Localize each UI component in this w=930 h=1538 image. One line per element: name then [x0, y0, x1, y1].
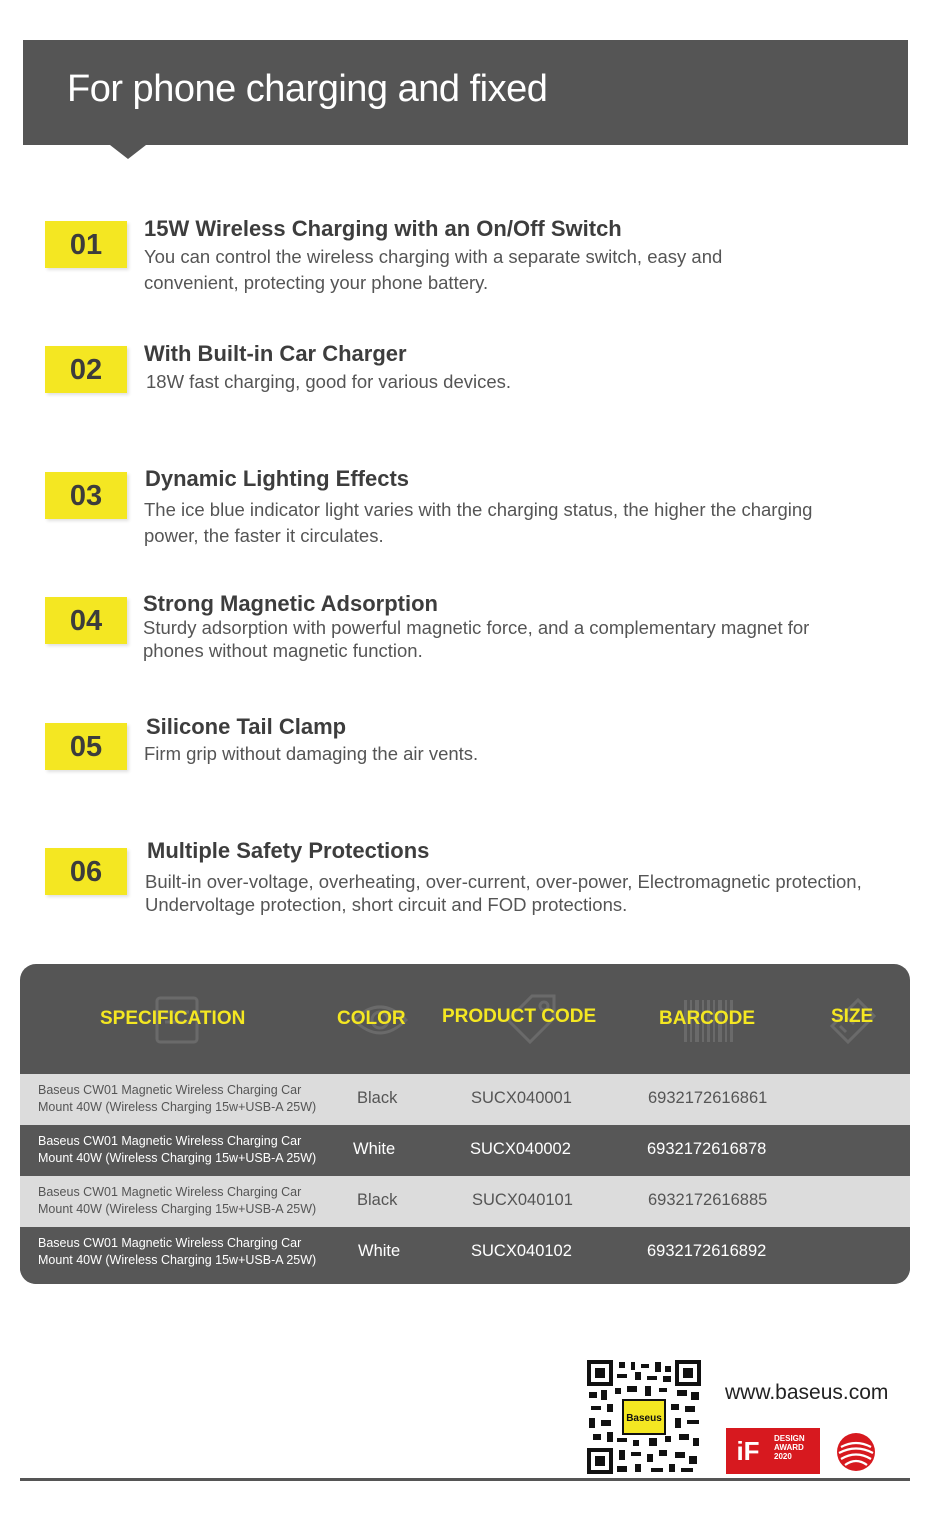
feature-number-badge: 05: [45, 723, 127, 770]
cell-product-code: SUCX040001: [471, 1089, 572, 1107]
table-header: [20, 964, 910, 1074]
spec-table: [20, 964, 910, 1284]
spec-line-1: Baseus CW01 Magnetic Wireless Charging Car: [38, 1236, 302, 1250]
if-award-text: DESIGN AWARD 2020: [774, 1434, 805, 1461]
cell-barcode: 6932172616892: [647, 1242, 767, 1260]
cell-product-code: SUCX040002: [470, 1140, 571, 1158]
feature-description: Sturdy adsorption with powerful magnetic force, and a complementary magnet for phones without magnetic function.: [143, 617, 810, 661]
cell-barcode: 6932172616878: [647, 1140, 767, 1158]
cell-spec: [38, 1184, 316, 1218]
cell-barcode: 6932172616861: [648, 1089, 768, 1107]
qr-code[interactable]: [587, 1360, 701, 1474]
feature-description: Firm grip without damaging the air vents.: [144, 743, 479, 764]
page-title: For phone charging and fixed: [67, 68, 548, 110]
table-row: [20, 1125, 910, 1176]
header-barcode: BARCODE: [659, 1008, 756, 1029]
table-row: [20, 1074, 910, 1125]
cell-color: Black: [357, 1191, 398, 1209]
feature-title: Multiple Safety Protections: [147, 838, 430, 863]
spec-line-2: Mount 40W (Wireless Charging 15w+USB-A 25W): [38, 1151, 317, 1165]
cell-spec: [38, 1235, 316, 1269]
feature-title: Silicone Tail Clamp: [146, 714, 347, 739]
feature-number-badge: 01: [45, 221, 127, 268]
table-row: [20, 1227, 910, 1284]
feature-number-badge: 06: [45, 848, 127, 895]
website-link[interactable]: www.baseus.com: [725, 1381, 889, 1404]
feature-title: Dynamic Lighting Effects: [145, 466, 410, 491]
cell-color: Black: [357, 1089, 398, 1107]
feature-number-badge: 03: [45, 472, 127, 519]
qr-brand-label: Baseus: [626, 1413, 662, 1424]
spec-line-2: Mount 40W (Wireless Charging 15w+USB-A 25W): [38, 1100, 317, 1114]
header-product-code: PRODUCT CODE: [442, 1006, 597, 1027]
spec-line-2: Mount 40W (Wireless Charging 15w+USB-A 25W): [38, 1253, 317, 1267]
cell-product-code: SUCX040102: [471, 1242, 572, 1260]
if-mark: iF: [736, 1436, 760, 1466]
feature-title: With Built-in Car Charger: [144, 341, 407, 366]
feature-title: Strong Magnetic Adsorption: [143, 591, 438, 616]
cell-spec: [38, 1133, 316, 1167]
cell-barcode: 6932172616885: [648, 1191, 768, 1209]
cell-color: White: [353, 1140, 396, 1158]
spec-line-1: Baseus CW01 Magnetic Wireless Charging Car: [38, 1185, 302, 1199]
red-dot-award-icon: [835, 1431, 877, 1473]
header-color: COLOR: [337, 1008, 406, 1029]
spec-line-1: Baseus CW01 Magnetic Wireless Charging Car: [38, 1083, 302, 1097]
header-size: SIZE: [831, 1006, 874, 1027]
spec-line-1: Baseus CW01 Magnetic Wireless Charging Car: [38, 1134, 302, 1148]
cell-spec: [38, 1082, 316, 1116]
banner-notch: [110, 145, 146, 159]
cell-product-code: SUCX040101: [472, 1191, 573, 1209]
feature-number-badge: 02: [45, 346, 127, 393]
feature-description: Built-in over-voltage, overheating, over-current, over-power, Electromagnetic protection, Undervoltage protection, short circuit and FOD protections.: [145, 871, 862, 915]
if-design-award-logo: [726, 1428, 820, 1474]
cell-color: White: [358, 1242, 401, 1260]
feature-number-badge: 04: [45, 597, 127, 644]
feature-description: The ice blue indicator light varies with the charging status, the higher the charging power, the faster it circulates.: [144, 499, 813, 546]
header-banner: [23, 40, 908, 145]
bottom-divider: [20, 1478, 910, 1481]
feature-title: 15W Wireless Charging with an On/Off Switch: [144, 216, 622, 241]
feature-description: 18W fast charging, good for various devices.: [146, 371, 512, 392]
header-specification: SPECIFICATION: [100, 1008, 246, 1029]
table-row: [20, 1176, 910, 1227]
spec-line-2: Mount 40W (Wireless Charging 15w+USB-A 25W): [38, 1202, 317, 1216]
feature-description: You can control the wireless charging with a separate switch, easy and convenient, protecting your phone battery.: [144, 246, 723, 293]
